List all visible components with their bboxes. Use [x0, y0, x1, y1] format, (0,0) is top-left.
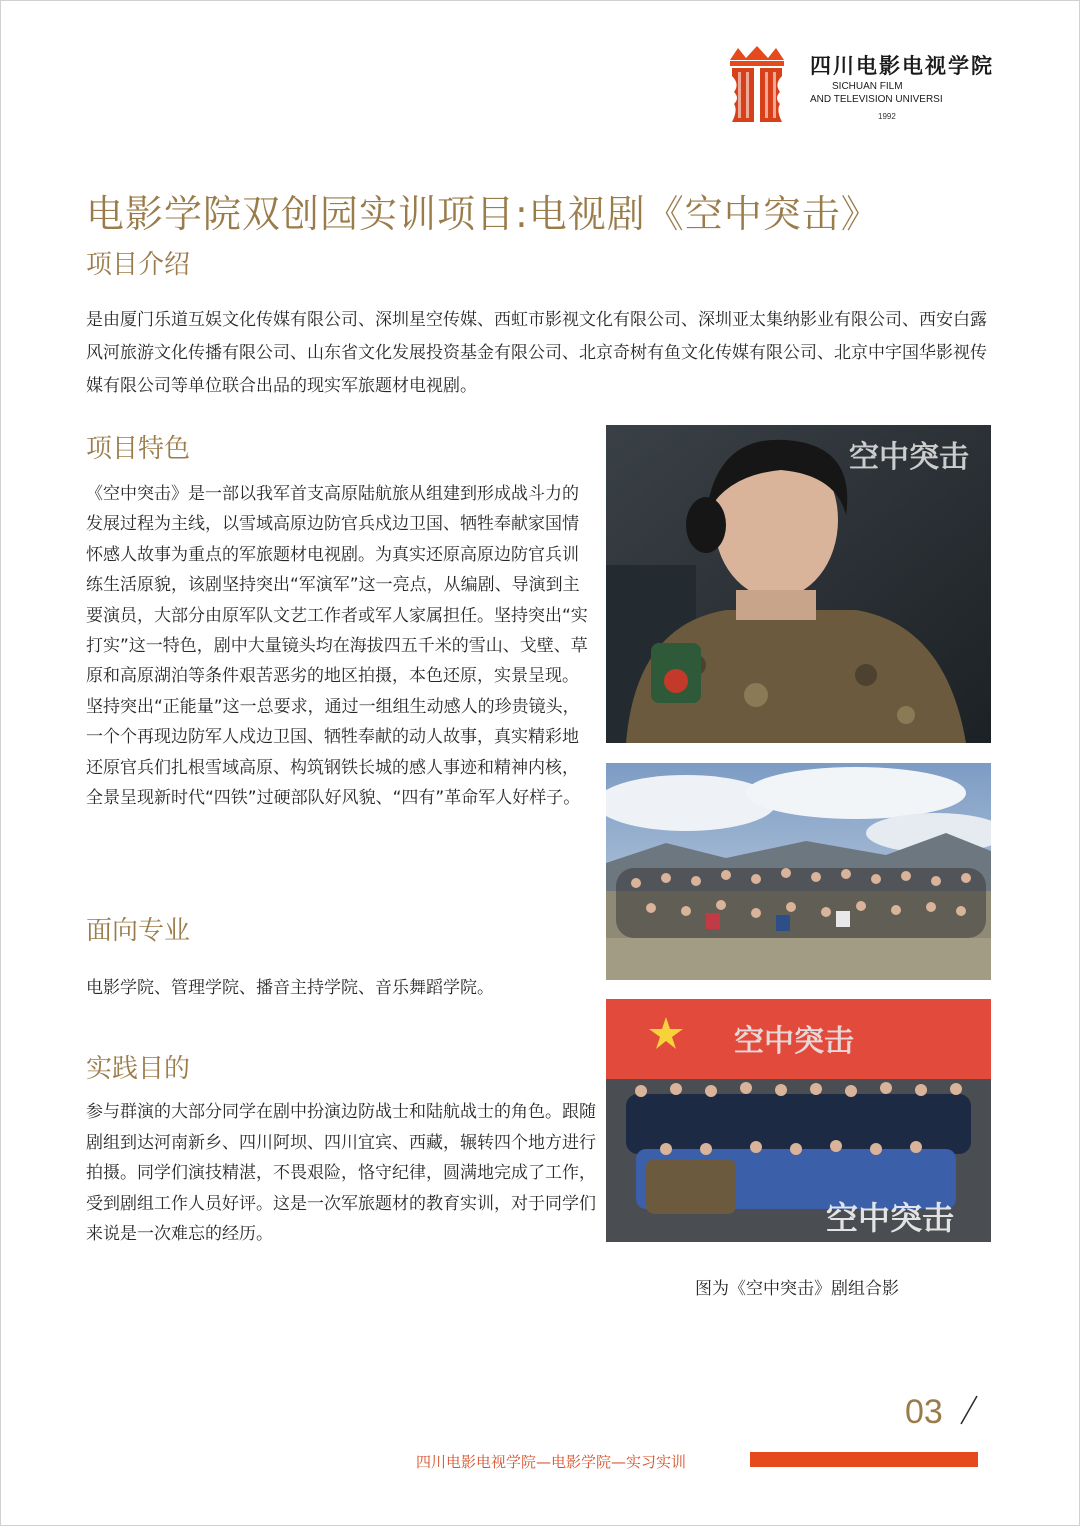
photo-group-outdoor: [606, 763, 991, 980]
photo-caption: 图为《空中突击》剧组合影: [695, 1279, 899, 1299]
page-title: 电影学院双创园实训项目:电视剧《空中突击》: [86, 192, 880, 236]
photo-actress-portrait: [606, 425, 991, 743]
majors-text: 电影学院、管理学院、播音主持学院、音乐舞蹈学院。: [86, 978, 494, 998]
footer-label: 四川电影电视学院—电影学院—实习实训: [416, 1453, 687, 1471]
majors-heading: 面向专业: [86, 916, 191, 946]
photo-3-watermark: 空中突击: [826, 1199, 955, 1237]
page-number: 03: [905, 1393, 943, 1431]
purpose-heading: 实践目的: [86, 1054, 191, 1084]
footer-accent-bar: [750, 1452, 978, 1467]
logo-year: 1992: [878, 112, 896, 121]
purpose-text: 参与群演的大部分同学在剧中扮演边防战士和陆航战士的角色。跟随剧组到达河南新乡、四川阿坝、四川宜宾、西藏，辗转四个地方进行拍摄。同学们演技精湛，不畏艰险，恪守纪律，圆满地完成了工作，受到剧组工作人员好评。这是一次军旅题材的教育实训，对于同学们来说是一次难忘的经历。: [86, 1102, 596, 1244]
university-logo: [724, 44, 994, 124]
photo-3-banner-text: 空中突击: [734, 1024, 854, 1059]
logo-name-cn: 四川电影电视学院: [810, 54, 994, 78]
logo-name-en-2: AND TELEVISION UNIVERSI: [810, 94, 943, 105]
features-heading: 项目特色: [86, 434, 191, 464]
photo-crew-group: [606, 999, 991, 1242]
intro-heading: 项目介绍: [86, 250, 191, 280]
photo-1-watermark: 空中突击: [849, 440, 969, 475]
features-text: 《空中突击》是一部以我军首支高原陆航旅从组建到形成战斗力的发展过程为主线，以雪域高原边防官兵戍边卫国、牺牲奉献家国情怀感人故事为重点的军旅题材电视剧。为真实还原高原边防官兵训练生活原貌，该剧坚持突出“军演军”这一亮点，从编剧、导演到主要演员，大部分由原军队文艺工作者或军人家属担任。坚持突出“实打实”这一特色，剧中大量镜头均在海拔四五千米的雪山、戈壁、草原和高原湖泊等条件艰苦恶劣的地区拍摄，本色还原，实景呈现。坚持突出“正能量”这一总要求，通过一组组生动感人的珍贵镜头，一个个再现边防军人戍边卫国、牺牲奉献的动人故事，真实精彩地还原官兵们扎根雪域高原、构筑钢铁长城的感人事迹和精神内核，全景呈现新时代“四铁”过硬部队好风貌、“四有”革命军人好样子。: [86, 484, 588, 809]
intro-text: 是由厦门乐道互娱文化传媒有限公司、深圳星空传媒、西虹市影视文化有限公司、深圳亚太集纳影业有限公司、西安白露风河旅游文化传播有限公司、山东省文化发展投资基金有限公司、北京奇树有鱼文化传媒有限公司、北京中宇国华影视传媒有限公司等单位联合出品的现实军旅题材电视剧。: [86, 310, 987, 396]
crown-faces-logo-icon: [724, 44, 790, 122]
logo-name-en-1: SICHUAN FILM: [832, 81, 903, 92]
slash-decoration-icon: [957, 1394, 981, 1428]
